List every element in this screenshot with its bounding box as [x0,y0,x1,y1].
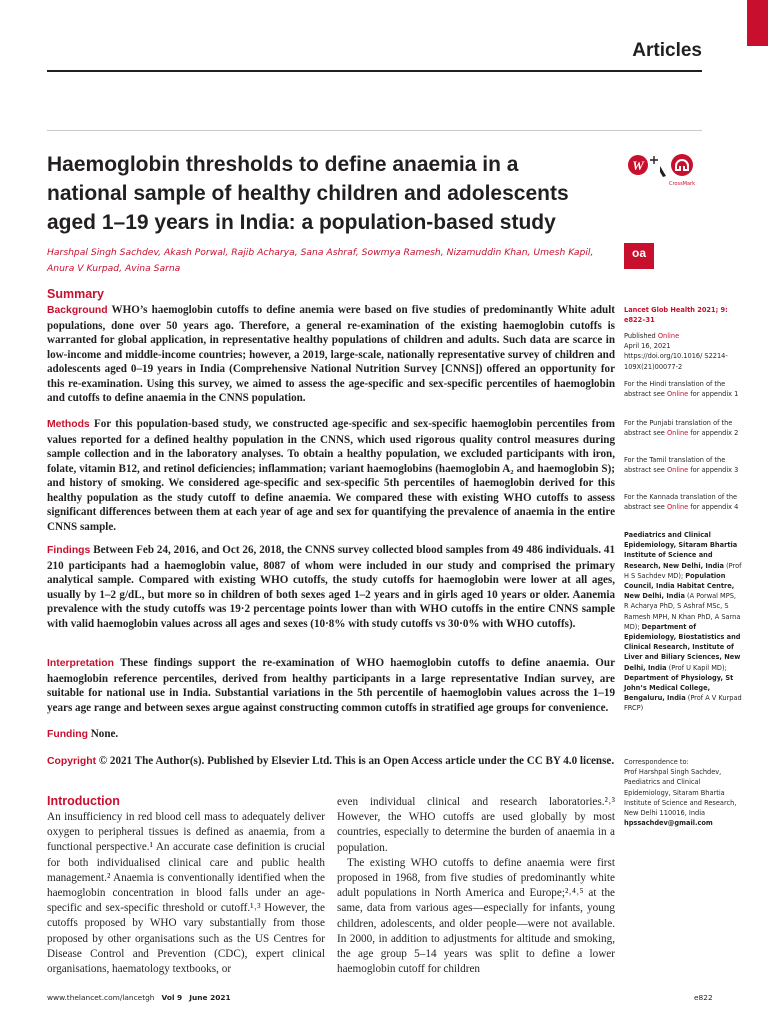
background-label: Background [47,305,108,316]
crossmark-logo[interactable] [626,150,706,188]
translation-text: For the Kannada translation of the abstract see [624,493,738,512]
published-date: April 16, 2021 [624,342,671,351]
findings-label: Findings [47,545,91,556]
intro-paragraph-2: even individual clinical and research laboratories.²˒³ However, the WHO cutoffs are used globally by most countries, especially to determine the burden of anaemia in a population. [337,796,615,854]
translation-online-link[interactable]: Online [666,503,689,512]
translation-online-link[interactable]: Online [666,390,689,399]
correspondence [624,757,742,828]
affiliation-members: (Prof U Kapil MD); [668,663,727,672]
findings-paragraph [47,543,615,631]
intro-paragraph-1: An insufficiency in red blood cell mass to adequately deliver oxygen to peripheral tissues is defined as anaemia, from a functional perspective.¹ An accurate case definition is crucial for both individualised clinical care and public health management.² Anaemia is conventionally identified when the haemoglobin concentration in blood falls under an age-specific and sex-specific threshold or cutoff.¹˒³ However, the cutoffs proposed by WHO vary substantially from those proposed by other organisations such as the US Centres for Disease Control and Prevention (CDC), expert clinical organisations, haematology textbooks, or [47,811,325,976]
article-title: Haemoglobin thresholds to define anaemia in a national sample of healthy children and adolescents aged 1–19 years in India: a population-based study [47,153,569,234]
header-accent-bar [747,0,768,46]
background-paragraph [47,303,615,406]
background-text: WHO’s haemoglobin cutoffs to define anemia were based on five studies of predominantly White adult populations, done over 50 years ago. Therefore, a general re-examination of the existing haemoglobin cutoffs is warranted for global application, in representative healthy populations of children and adults. Such data are scarce in low-income and middle-income countries; however, a 2019, large-scale, nationally representative survey of children and adolescents aged 0–19 years in India (Comprehensive National Nutrition Survey [CNNS]) offered an opportunity for this re-examination. Using this survey, we aimed to assess the age-specific and sex-specific percentiles of haemoglobin and cutoffs to define anaemia in the CNNS population. [47,304,615,404]
interpretation-paragraph [47,656,615,715]
copyright-label: Copyright [47,756,97,767]
translation-text: For the Punjabi translation of the abstract see [624,419,733,438]
open-access-badge [624,243,654,269]
introduction-heading: Introduction [47,794,120,808]
footer-citation [47,993,231,1002]
section-label: Articles [632,40,702,61]
translation-appendix: for appendix 3 [690,466,739,475]
header-rule [47,70,702,72]
crossmark-icon [626,150,706,188]
page-number: e822 [694,993,713,1002]
translation-punjabi [624,418,742,438]
methods-text: For this population-based study, we constructed age-specific and sex-specific haemoglobin percentiles from values reported for a defined healthy population in the CNNS, which used rigorous quality control measures during sample collection and in the laboratory analyses. To obtain a healthy population, we excluded participants with iron, folate, vitamin B12, and retinol deficiencies; inflammation; variant haemoglobins (haemoglobin A₂ and haemoglobin S); and history of smoking. We considered age-specific and sex-specific 5th percentiles of haemoglobin derived for this healthy population as the study cutoff to define anaemia. We compared these with existing WHO cutoffs to assess significant differences between them at each year of age and sex for quantifying the prevalence of anaemia in the entire CNNS sample. [47,418,615,533]
affiliations [624,530,742,714]
crossmark-label: CrossMark [668,181,696,187]
methods-paragraph [47,417,615,534]
translation-online-link[interactable]: Online [666,429,689,438]
funding-label: Funding [47,729,88,740]
funding-paragraph [47,727,615,743]
published-online-link[interactable]: Online [657,332,680,340]
journal-citation: Lancet Glob Health 2021; 9: e822–31 [624,306,728,325]
affiliation-members: (Prof H S Sachdev MD); [624,561,742,580]
translation-kannada [624,492,742,512]
translation-appendix: for appendix 2 [690,429,739,438]
correspondence-email[interactable]: hpssachdev@gmail.com [624,819,713,828]
svg-text:W: W [632,158,644,173]
copyright-paragraph [47,754,615,770]
title-rule [47,130,702,131]
methods-label: Methods [47,419,90,430]
affiliation-name: Department of Epidemiology, Biostatistics and Clinical Research, Institute of Liver and Biliary Sciences, New Delhi, India [624,622,741,672]
translation-hindi [624,379,742,399]
affiliation-members: (A Porwal MPS, R Acharya PhD, S Ashraf MSc, S Ramesh MPH, N Khan PhD, A Sarna MD); [624,592,741,631]
footer-url[interactable]: www.thelancet.com/lancetgh [47,993,155,1002]
translation-online-link[interactable]: Online [666,466,689,475]
intro-column-right [337,795,615,977]
translation-text: For the Hindi translation of the abstract see [624,380,726,399]
copyright-text: © 2021 The Author(s). Published by Elsevier Ltd. This is an Open Access article under the CC BY 4.0 license. [98,755,615,767]
affiliation-name: Department of Physiology, St John’s Medical College, Bengaluru, India [624,673,734,703]
affiliation-name: Paediatrics and Clinical Epidemiology, Sitaram Bhartia Institute of Science and Research, New Delhi, India [624,531,738,570]
interpretation-text: These findings support the re-examination of WHO haemoglobin cutoffs to define anaemia. Our haemoglobin reference percentiles, derived from healthy participants in a large representative Indian survey, are suitable for national use in India. Substantial variations in the 5th percentile of haemoglobin values across the 1–19 years age range and between sexes argue against constructing common cutoffs in stratified age groups for convenience. [47,657,615,714]
intro-paragraph-3: The existing WHO cutoffs to define anaemia were first proposed in 1968, from five studies of predominantly white adult populations in North America and Europe;²˒⁴˒⁵ at the same, data from various ages—especially for infants, young children, adolescents, and older people—were not available. In 2000, in addition to adjustments for altitude and smoking, the age group 5–14 years was split to define a lower haemoglobin cutoff for children [337,856,615,976]
intro-column-left [47,810,325,977]
footer-volume: Vol 9 [161,993,183,1002]
open-access-text: oa [631,246,646,260]
author-list: Harshpal Singh Sachdev, Akash Porwal, Rajib Acharya, Sana Ashraf, Sowmya Ramesh, Nizamuddin Khan, Umesh Kapil, Anura V Kurpad, Avina Sarna [47,247,594,274]
publication-info [624,331,742,372]
translation-appendix: for appendix 1 [690,390,739,399]
footer-date: June 2021 [189,993,231,1002]
affiliation-members: (Prof A V Kurpad FRCP) [624,694,742,713]
funding-text: None. [90,728,119,740]
correspondence-address: Prof Harshpal Singh Sachdev, Paediatrics and Clinical Epidemiology, Sitaram Bhartia Institute of Science and Research, New Delhi 110016, India [624,768,737,818]
doi-link[interactable]: https://doi.org/10.1016/ S2214-109X(21)00077-2 [624,352,728,371]
affiliation-name: Population Council, India Habitat Centre, New Delhi, India [624,571,735,601]
interpretation-label: Interpretation [47,658,114,669]
translation-text: For the Tamil translation of the abstract see [624,456,726,475]
translation-tamil [624,455,742,475]
correspondence-label: Correspondence to: [624,758,689,766]
summary-heading: Summary [47,287,104,301]
translation-appendix: for appendix 4 [690,503,739,512]
findings-text: Between Feb 24, 2016, and Oct 26, 2018, the CNNS survey collected blood samples from 49 486 individuals. 41 210 participants had a haemoglobin value, 8087 of whom were included in our study and comprised the primary analytical sample. Compared with existing WHO cutoffs, the study cutoffs for haemoglobin were lower at all ages, usually by 1–2 g/dL, but more so in children of both sexes aged 1–2 years and in girls aged 10 years or older. Aanemia prevalence with the study cutoffs was 19·2 percentage points lower than with WHO cutoffs in the entire CNNS sample with valid haemoglobin values across all ages and sexes (10·8% with study cutoffs vs 30·0% with WHO cutoffs). [47,544,615,630]
published-prefix: Published [624,332,656,340]
